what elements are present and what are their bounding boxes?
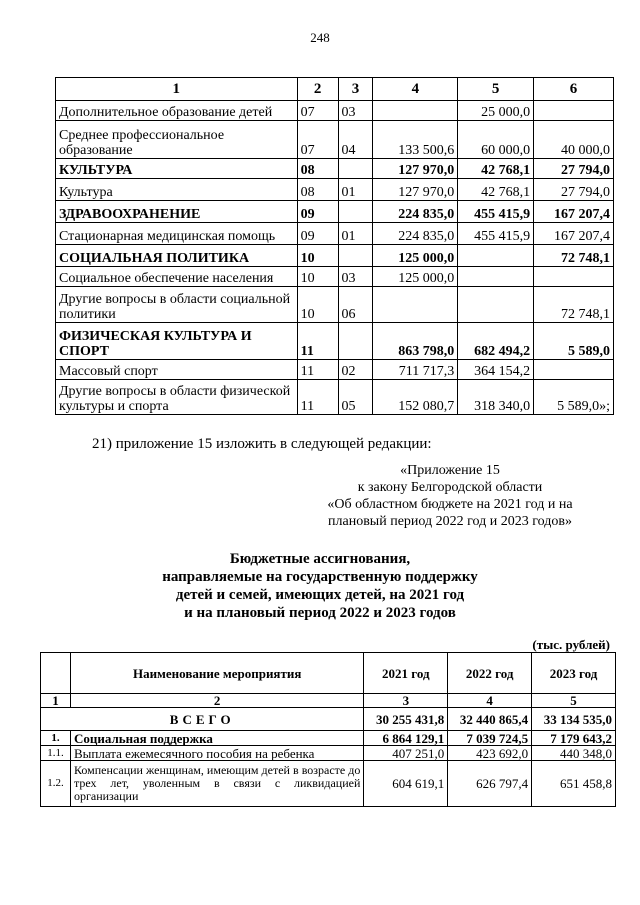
section-code: 09 [297, 223, 338, 245]
col-header-2022: 2022 год [448, 653, 532, 694]
total-2022: 32 440 865,4 [448, 708, 532, 731]
row-index: 1.1. [41, 746, 71, 761]
title-line: и на плановый период 2022 и 2023 годов [184, 605, 456, 621]
value-2021: 711 717,3 [373, 360, 458, 380]
value-2021: 125 000,0 [373, 267, 458, 287]
value-2023: 72 748,1 [534, 245, 614, 267]
table-row-section [56, 245, 614, 267]
value-2023: 27 794,0 [534, 179, 614, 201]
value-2021: 125 000,0 [373, 245, 458, 267]
table-row [56, 179, 614, 201]
col-header-name: Наименование мероприятия [70, 653, 363, 694]
row-name: ЗДРАВООХРАНЕНИЕ [56, 201, 298, 223]
value-2021: 127 970,0 [373, 179, 458, 201]
title-line: направляемые на государственную поддержку [162, 569, 478, 585]
subsection-code [338, 159, 373, 179]
section-code: 11 [297, 360, 338, 380]
col-number: 4 [448, 694, 532, 708]
budget-table-sections [55, 77, 614, 415]
row-name: КУЛЬТУРА [56, 159, 298, 179]
section-code: 09 [297, 201, 338, 223]
total-2021: 30 255 431,8 [364, 708, 448, 731]
value-2021: 6 864 129,1 [364, 731, 448, 746]
section-code: 10 [297, 245, 338, 267]
value-2023: 5 589,0»; [534, 380, 614, 415]
value-2022: 42 768,1 [458, 159, 534, 179]
col-number: 5 [532, 694, 616, 708]
amendment-paragraph: 21) приложение 15 изложить в следующей редакции: [92, 436, 432, 452]
col-number: 2 [70, 694, 363, 708]
value-2022 [458, 267, 534, 287]
value-2023: 440 348,0 [532, 746, 616, 761]
value-2022 [458, 287, 534, 323]
value-2023: 167 207,4 [534, 223, 614, 245]
row-name: Выплата ежемесячного пособия на ребенка [70, 746, 363, 761]
col-header-2021: 2021 год [364, 653, 448, 694]
table-row [56, 101, 614, 121]
value-2022: 626 797,4 [448, 761, 532, 807]
value-2023: 27 794,0 [534, 159, 614, 179]
subsection-code: 01 [338, 179, 373, 201]
subsection-code [338, 201, 373, 223]
subsection-code: 03 [338, 101, 373, 121]
value-2021: 604 619,1 [364, 761, 448, 807]
value-2022: 25 000,0 [458, 101, 534, 121]
table-row [41, 746, 616, 761]
row-index: 1. [41, 731, 71, 746]
value-2022: 318 340,0 [458, 380, 534, 415]
row-name: Компенсации женщинам, имеющим детей в возрасте до трех лет, уволенным в связи с ликвидацией организации [70, 761, 363, 807]
subsection-code [338, 323, 373, 360]
col-number: 1 [41, 694, 71, 708]
row-name: СОЦИАЛЬНАЯ ПОЛИТИКА [56, 245, 298, 267]
total-label-text: ВСЕГО [169, 711, 235, 727]
section-code: 11 [297, 323, 338, 360]
row-name: Среднее профессиональное образование [56, 121, 298, 159]
table-row-section [56, 201, 614, 223]
value-2021 [373, 287, 458, 323]
row-name: Другие вопросы в области физической культуры и спорта [56, 380, 298, 415]
col-number: 3 [364, 694, 448, 708]
appendix-line: «Приложение 15 [400, 463, 500, 478]
total-row [41, 708, 616, 731]
value-2021: 224 835,0 [373, 201, 458, 223]
subsection-code: 06 [338, 287, 373, 323]
section-code: 11 [297, 380, 338, 415]
value-2022 [458, 245, 534, 267]
table-row [56, 267, 614, 287]
value-2021: 224 835,0 [373, 223, 458, 245]
table-row-section [56, 159, 614, 179]
value-2022: 42 768,1 [458, 179, 534, 201]
subsection-code: 01 [338, 223, 373, 245]
row-name: ФИЗИЧЕСКАЯ КУЛЬТУРА И СПОРТ [56, 323, 298, 360]
section-code: 07 [297, 121, 338, 159]
subsection-code [338, 245, 373, 267]
table-row [56, 121, 614, 159]
value-2022: 682 494,2 [458, 323, 534, 360]
value-2021: 127 970,0 [373, 159, 458, 179]
section-code: 08 [297, 159, 338, 179]
row-name: Социальное обеспечение населения [56, 267, 298, 287]
row-name: Культура [56, 179, 298, 201]
value-2023: 651 458,8 [532, 761, 616, 807]
value-2021: 133 500,6 [373, 121, 458, 159]
value-2021 [373, 101, 458, 121]
value-2023: 5 589,0 [534, 323, 614, 360]
table-header-row [41, 653, 616, 694]
value-2023 [534, 101, 614, 121]
row-index: 1.2. [41, 761, 71, 807]
col-header: 5 [458, 78, 534, 101]
value-2023: 7 179 643,2 [532, 731, 616, 746]
table-row [56, 360, 614, 380]
table-row [41, 731, 616, 746]
row-name: Дополнительное образование детей [56, 101, 298, 121]
section-code: 10 [297, 267, 338, 287]
subsection-code: 03 [338, 267, 373, 287]
table-row-section [56, 323, 614, 360]
table-row [56, 380, 614, 415]
col-header: 2 [297, 78, 338, 101]
col-header-index [41, 653, 71, 694]
value-2021: 407 251,0 [364, 746, 448, 761]
value-2022: 60 000,0 [458, 121, 534, 159]
appendix-heading [300, 462, 600, 530]
total-2023: 33 134 535,0 [532, 708, 616, 731]
subsection-code: 02 [338, 360, 373, 380]
value-2022: 364 154,2 [458, 360, 534, 380]
section-code: 07 [297, 101, 338, 121]
value-2022: 7 039 724,5 [448, 731, 532, 746]
row-name: Массовый спорт [56, 360, 298, 380]
appendix-line: «Об областном бюджете на 2021 год и на [327, 497, 573, 512]
subsection-code: 05 [338, 380, 373, 415]
value-2021: 863 798,0 [373, 323, 458, 360]
table-row [56, 223, 614, 245]
value-2022: 455 415,9 [458, 223, 534, 245]
budget-allocations-table [40, 652, 616, 807]
col-header: 1 [56, 78, 298, 101]
col-header: 6 [534, 78, 614, 101]
subsection-code: 04 [338, 121, 373, 159]
row-name: Стационарная медицинская помощь [56, 223, 298, 245]
value-2022: 455 415,9 [458, 201, 534, 223]
section-code: 10 [297, 287, 338, 323]
column-numbers-row [41, 694, 616, 708]
col-header: 3 [338, 78, 373, 101]
table-row [41, 761, 616, 807]
value-2023 [534, 360, 614, 380]
col-header: 4 [373, 78, 458, 101]
table-row [56, 287, 614, 323]
value-2022: 423 692,0 [448, 746, 532, 761]
appendix-line: к закону Белгородской области [357, 480, 543, 495]
col-header-2023: 2023 год [532, 653, 616, 694]
table-header-row [56, 78, 614, 101]
row-name: Другие вопросы в области социальной политики [56, 287, 298, 323]
total-label [41, 708, 364, 731]
section-code: 08 [297, 179, 338, 201]
value-2023: 72 748,1 [534, 287, 614, 323]
appendix-line: плановый период 2022 год и 2023 годов» [328, 514, 572, 529]
title-line: Бюджетные ассигнования, [229, 551, 411, 567]
row-name: Социальная поддержка [70, 731, 363, 746]
value-2023 [534, 267, 614, 287]
units-label: (тыс. рублей) [532, 637, 610, 652]
value-2021: 152 080,7 [373, 380, 458, 415]
title-line: детей и семей, имеющих детей, на 2021 год [175, 587, 465, 603]
document-title [100, 550, 540, 622]
value-2023: 40 000,0 [534, 121, 614, 159]
value-2023: 167 207,4 [534, 201, 614, 223]
page-number: 248 [310, 30, 330, 45]
